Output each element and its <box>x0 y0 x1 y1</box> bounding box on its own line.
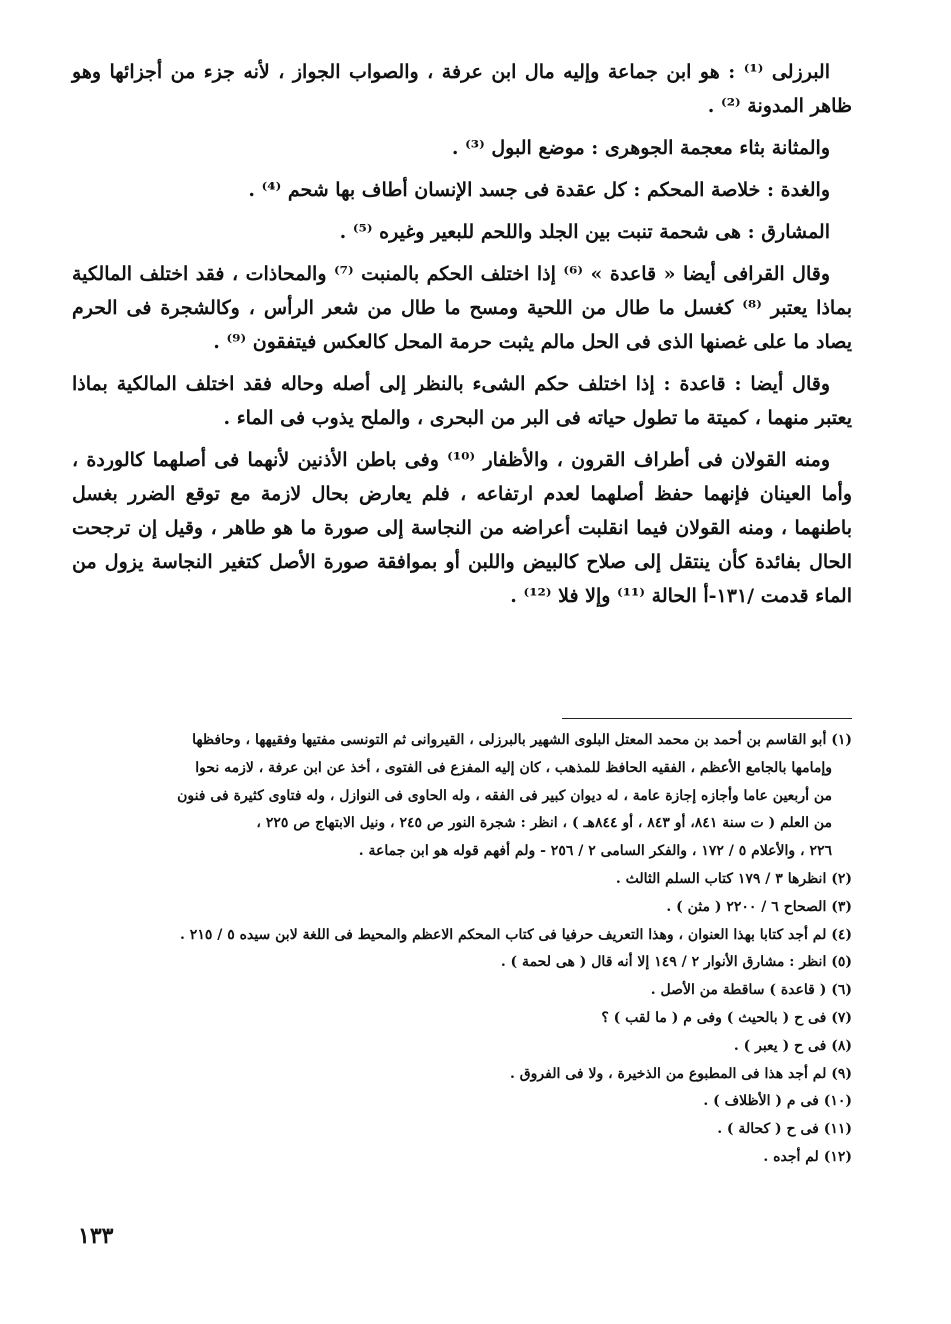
footnote-7: (٧) فى ح ( بالحيث ) وفى م ( ما لقب ) ؟ <box>601 1009 852 1026</box>
paragraph-3: والغدة : خلاصة المحكم : كل عقدة فى جسد الإنسان أطاف بها شحم ⁽⁴⁾ . <box>248 179 830 201</box>
footnote-10: (١٠) فى م ( الأظلاف ) . <box>703 1093 852 1110</box>
footnotes <box>72 727 852 1172</box>
main-text <box>72 55 852 613</box>
paragraph-2: والمثانة بثاء معجمة الجوهرى : موضع البول ⁽³⁾ . <box>451 137 830 159</box>
footnote-5: (٥) انظر : مشارق الأنوار ٢ / ١٤٩ إلا أنه قال ( هى لحمة ) . <box>500 954 852 971</box>
footnote-1-line-2: وإمامها بالجامع الأعظم ، الفقيه الحافظ للمذهب ، كان إليه المفزع فى الفتوى ، أخذ عن ابن عرفة ، لازمه نحوا <box>195 759 832 776</box>
footnote-1-line-1: (١) أبو القاسم بن أحمد بن محمد المعتل البلوى الشهير بالبرزلى ، القيروانى ثم التونسى مفتيها وفقيهها ، وحافظها <box>192 732 852 748</box>
footnote-8: (٨) فى ح ( يعبر ) . <box>733 1037 852 1054</box>
footnote-11: (١١) فى ح ( كحالة ) . <box>717 1121 852 1138</box>
footnote-3: (٣) الصحاح ٦ / ٢٢٠٠ ( مثن ) . <box>666 898 852 915</box>
paragraph-7: ومنه القولان فى أطراف القرون ، والأظفار ⁽¹⁰⁾ وفى باطن الأذنين لأنهما فى أصلهما كالوردة ، وأما العينان فإنهما حفظ أصلهما لعدم ارتفاعه ، فلم يعارض بحال لازمة مع توقع الضرر بغسل باطنهما ، ومنه القولان فيما انقلبت أعراضه من النجاسة إلى صورة ما هو طاهر ، وقيل إن ترجحت الحال بفائدة كأن ينتقل إلى صلاح كالبيض واللبن أو بموافقة صورة الأصل كتغير النجاسة يزول من الماء قدمت /١٣١-أ الحالة ⁽¹¹⁾ وإلا فلا ⁽¹²⁾ . <box>72 449 852 607</box>
paragraph-6: وقال أيضا : قاعدة : إذا اختلف حكم الشىء بالنظر إلى أصله وحاله فقد اختلف المالكية بماذا يعتبر منهما ، كميتة ما تطول حياته فى البر من البحرى ، والملح يذوب فى الماء . <box>72 373 852 429</box>
footnote-1-line-3: من أربعين عاما وأجازه إجازة عامة ، له ديوان كبير فى الفقه ، وله الحاوى فى النوازل ، وله فتاوى كثيرة فى فنون <box>177 787 832 804</box>
footnote-6: (٦) ( قاعدة ) ساقطة من الأصل . <box>650 982 852 999</box>
page-number: ١٣٣ <box>78 1223 114 1249</box>
book-page <box>72 55 852 1165</box>
footnote-9: (٩) لم أجد هذا فى المطبوع من الذخيرة ، ولا فى الفروق . <box>510 1065 852 1082</box>
footnote-1-line-4: من العلم ( ت سنة ٨٤١، أو ٨٤٣ ، أو ٨٤٤هـ ) ، انظر : شجرة النور ص ٢٤٥ ، ونيل الابتهاج ص ٢٢٥ ، <box>256 815 832 832</box>
paragraph-5: وقال القرافى أيضا « قاعدة » ⁽⁶⁾ إذا اختلف الحكم بالمنبت ⁽⁷⁾ والمحاذات ، فقد اختلف المالكية بماذا يعتبر ⁽⁸⁾ كغسل ما طال من اللحية ومسح ما طال من شعر الرأس ، وكالشجرة فى الحرم يصاد ما على غصنها الذى فى الحل مالم يثبت حرمة المحل كالعكس فيتفقون ⁽⁹⁾ . <box>72 263 852 353</box>
footnote-2: (٢) انظرها ٣ / ١٧٩ كتاب السلم الثالث . <box>615 870 852 887</box>
paragraph-4: المشارق : هى شحمة تنبت بين الجلد واللحم للبعير وغيره ⁽⁵⁾ . <box>339 221 830 243</box>
footnote-12: (١٢) لم أجده . <box>763 1148 852 1165</box>
footnote-4: (٤) لم أجد كتابا بهذا العنوان ، وهذا التعريف حرفيا فى كتاب المحكم الاعظم والمحيط فى اللغة لابن سيده ٥ / ٢١٥ . <box>180 926 852 943</box>
footnote-1-line-5: ٢٢٦ ، والأعلام ٥ / ١٧٢ ، والفكر السامى ٢ / ٢٥٦ - ولم أفهم قوله هو ابن جماعة . <box>358 843 832 860</box>
paragraph-1: البرزلى ⁽¹⁾ : هو ابن جماعة وإليه مال ابن عرفة ، والصواب الجواز ، لأنه جزء من أجزائها وهو ظاهر المدونة ⁽²⁾ . <box>72 61 852 117</box>
footnote-divider <box>562 718 852 719</box>
